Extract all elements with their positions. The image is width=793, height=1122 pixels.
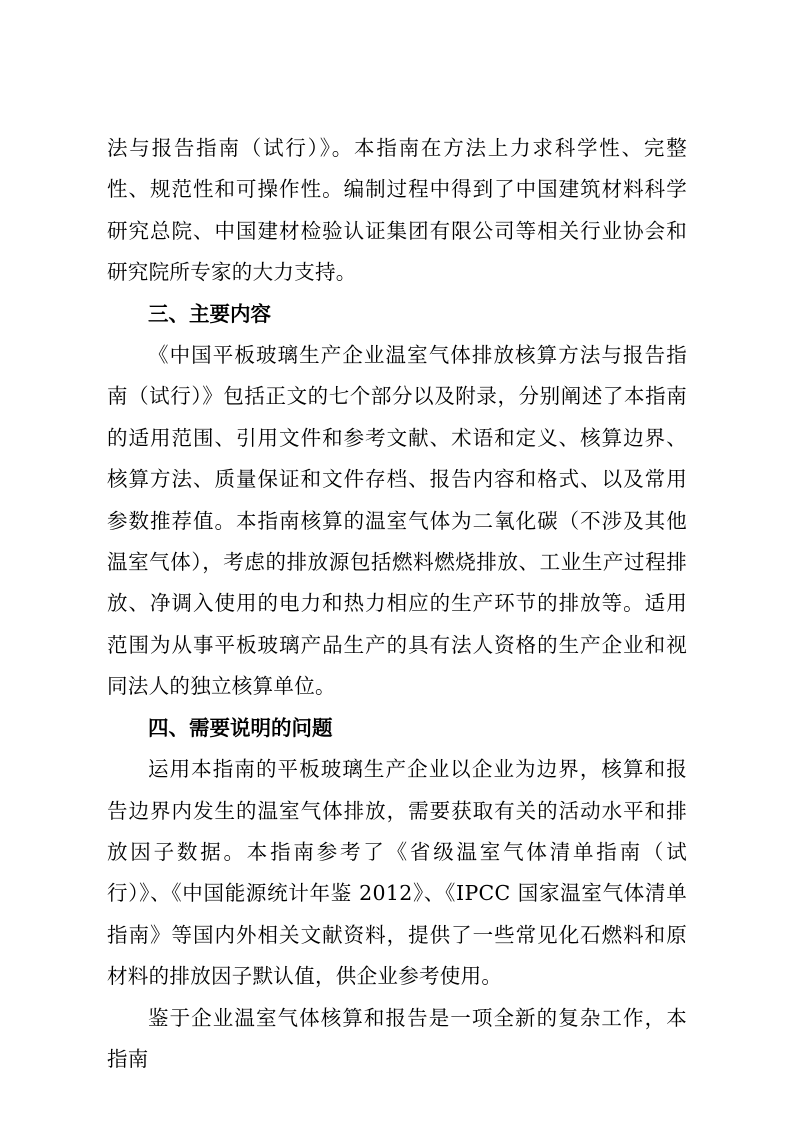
section-heading-issues: 四、需要说明的问题 <box>148 715 333 740</box>
paragraph-continuation: 法与报告指南（试行）》。本指南在方法上力求科学性、完整性、规范性和可操作性。编制过程中得到了中国建筑材料科学研究总院、中国建材检验认证集团有限公司等相关行业协会和研究院所专家的大力支持。 <box>107 136 687 285</box>
section-heading-main-content: 三、主要内容 <box>148 301 271 326</box>
paragraph-issues-2: 鉴于企业温室气体核算和报告是一项全新的复杂工作，本指南 <box>107 1005 687 1071</box>
paragraph-issues-1: 运用本指南的平板玻璃生产企业以企业为边界，核算和报告边界内发生的温室气体排放，需要获取有关的活动水平和排放因子数据。本指南参考了《省级温室气体清单指南（试行）》、《中国能源统计年鉴 2012》、《IPCC 国家温室气体清单指南》等国内外相关文献资料，提供了一些常见化石燃料和原材料的排放因子默认值，供企业参考使用。 <box>107 757 687 989</box>
paragraph-main-content: 《中国平板玻璃生产企业温室气体排放核算方法与报告指南（试行）》包括正文的七个部分以及附录，分别阐述了本指南的适用范围、引用文件和参考文献、术语和定义、核算边界、核算方法、质量保证和文件存档、报告内容和格式、以及常用参数推荐值。本指南核算的温室气体为二氧化碳（不涉及其他温室气体），考虑的排放源包括燃料燃烧排放、工业生产过程排放、净调入使用的电力和热力相应的生产环节的排放等。适用范围为从事平板玻璃产品生产的具有法人资格的生产企业和视同法人的独立核算单位。 <box>107 343 687 699</box>
document-body <box>107 128 687 1080</box>
